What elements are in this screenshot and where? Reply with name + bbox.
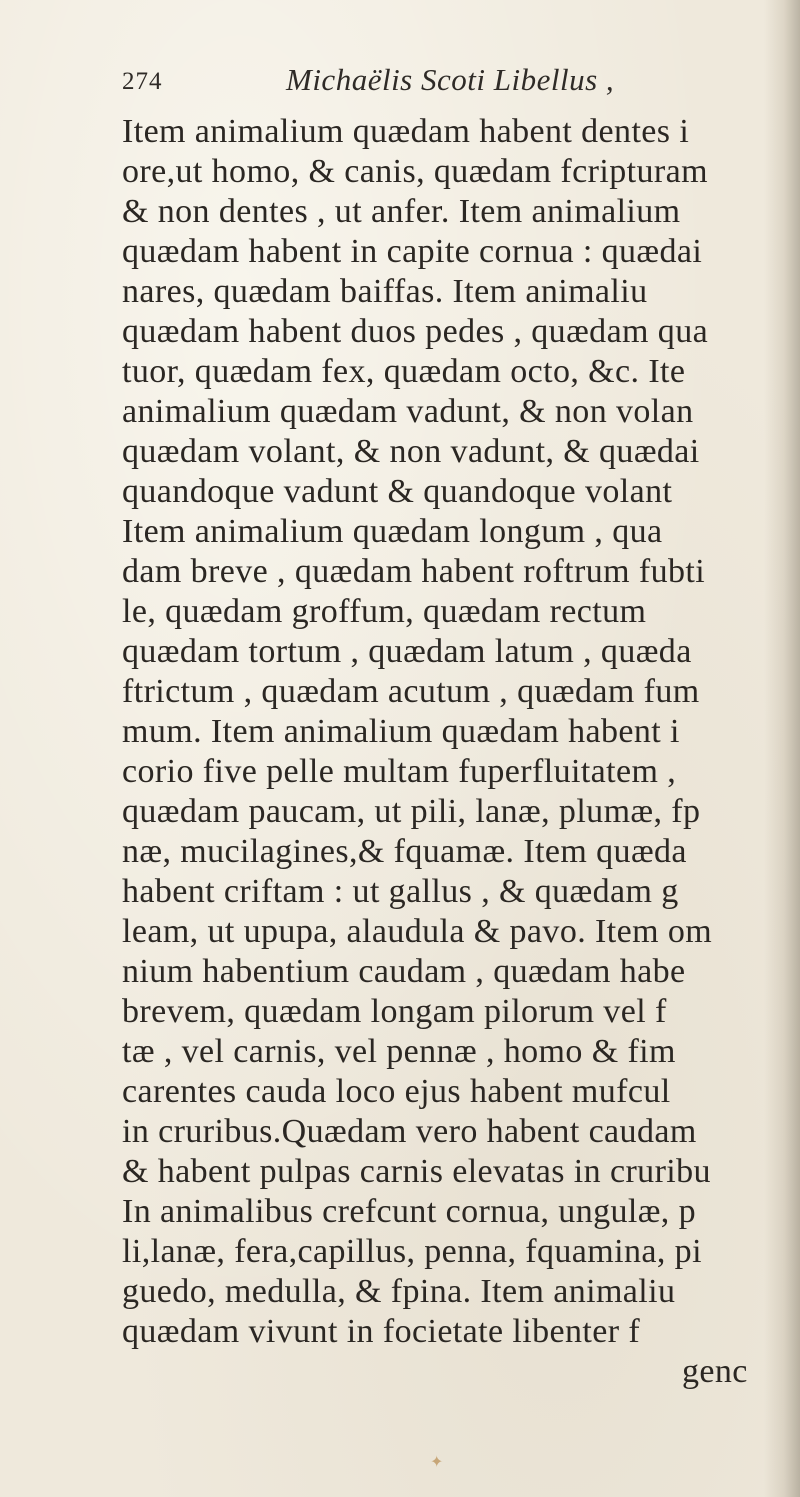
running-head: Michaëlis Scoti Libellus , — [286, 62, 615, 97]
text-line: li,lanæ, fera,capillus, penna, fquamina, pi — [122, 1233, 702, 1270]
text-line: guedo, medulla, & fpina. Item animaliu — [122, 1273, 676, 1310]
text-line: & habent pulpas carnis elevatas in cruribu — [122, 1153, 711, 1190]
text-line: brevem, quædam longam pilorum vel f — [122, 993, 667, 1030]
text-line: le, quædam groffum, quædam rectum — [122, 593, 647, 630]
text-line: ftrictum , quædam acutum , quædam fum — [122, 673, 700, 710]
text-line: carentes cauda loco ejus habent mufcul — [122, 1073, 671, 1110]
text-line: leam, ut upupa, alaudula & pavo. Item om — [122, 913, 713, 950]
text-line: quædam volant, & non vadunt, & quædai — [122, 433, 700, 470]
text-line: næ, mucilagines,& fquamæ. Item quæda — [122, 833, 687, 870]
catchword: genc — [682, 1353, 748, 1390]
text-line: in cruribus.Quædam vero habent caudam — [122, 1113, 697, 1150]
text-line: tæ , vel carnis, vel pennæ , homo & fim — [122, 1033, 676, 1070]
text-line: animalium quædam vadunt, & non volan — [122, 393, 694, 430]
text-line: nares, quædam baiffas. Item animaliu — [122, 273, 648, 310]
text-line: corio five pelle multam fuperfluitatem , — [122, 753, 677, 790]
page-header — [122, 62, 722, 102]
text-line: quædam habent duos pedes , quædam qua — [122, 313, 709, 350]
text-line: In animalibus crefcunt cornua, ungulæ, p — [122, 1193, 697, 1230]
ink-mark-icon: ✦ — [430, 1452, 444, 1471]
text-line: nium habentium caudam , quædam habe — [122, 953, 686, 990]
page-number: 274 — [122, 68, 163, 95]
text-line: & non dentes , ut anfer. Item animalium — [122, 193, 681, 230]
text-line: quædam habent in capite cornua : quædai — [122, 233, 703, 270]
text-line: habent criftam : ut gallus , & quædam g — [122, 873, 679, 910]
text-line: quædam paucam, ut pili, lanæ, plumæ, fp — [122, 793, 701, 830]
text-line: quædam tortum , quædam latum , quæda — [122, 633, 692, 670]
text-line: ore,ut homo, & canis, quædam fcripturam — [122, 153, 708, 190]
text-line: quandoque vadunt & quandoque volant — [122, 473, 673, 510]
text-line: Item animalium quædam habent dentes i — [122, 113, 690, 150]
text-line: quædam vivunt in focietate libenter f — [122, 1313, 641, 1350]
body-text — [122, 112, 792, 1487]
text-line: Item animalium quædam longum , qua — [122, 513, 663, 550]
text-line: mum. Item animalium quædam habent i — [122, 713, 680, 750]
text-line: dam breve , quædam habent roftrum fubti — [122, 553, 706, 590]
text-line: tuor, quædam fex, quædam octo, &c. Ite — [122, 353, 686, 390]
